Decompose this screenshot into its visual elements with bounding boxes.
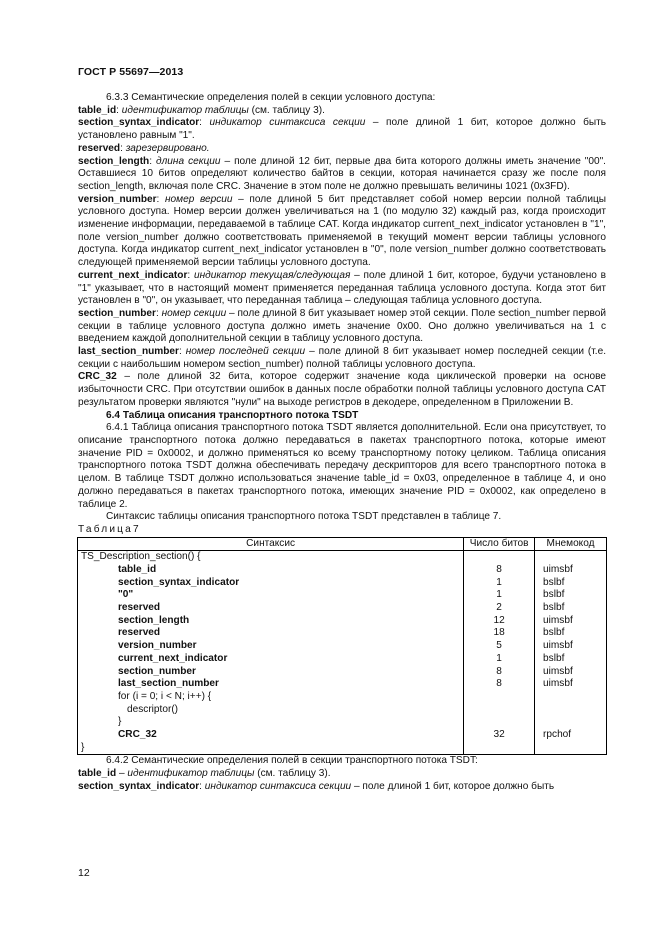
- syntax-cell: current_next_indicator: [118, 652, 228, 664]
- syntax-cell: CRC_32: [118, 728, 157, 740]
- mnemonic-cell: uimsbf: [543, 665, 573, 677]
- syntax-cell: section_number: [118, 665, 196, 677]
- section-6-4-1-text: 6.4.1 Таблица описания транспортного потока TSDT является дополнительной. Если она присутствует, то описание транспортного потока должно передаваться в пакетах транспортного потока, которые имеют значение PID = 0x0002, и должно применяться ко всему транспортному потоку целиком. Таблица описания транспортного потока TSDT должна обеспечивать передачу дескрипторов для всего транспортного потока в целом. В таблице TSDT должно использоваться значение table_id = 0x03, определенное в таблице 4, и оно должно передаваться в пакетах транспортного потока, имеющих значение PID = 0x0002, как определено в таблице 2.: [78, 422, 606, 510]
- bit-count-cell: [467, 704, 531, 717]
- syntax-cell: descriptor(): [127, 703, 179, 715]
- mnemonic-cell: bslbf: [543, 602, 565, 614]
- mnemonic-cell: rpchof: [543, 728, 572, 740]
- syntax-cell: reserved: [118, 627, 161, 639]
- def-section-length: section_length: длина секции – поле длиной 12 бит, первые два бита которого должны иметь значение "00". Оставшиеся 10 битов определяют количество байтов в секции, которая начинается сразу же после поля section_length, включая поле CRC. Значение в этом поле не должно превышать величины 1021 (0x3FD).: [78, 155, 606, 192]
- document-header: ГОСТ Р 55697—2013: [78, 66, 184, 78]
- syntax-cell: table_id: [118, 564, 157, 575]
- syntax-cell: }: [118, 716, 122, 728]
- table-body-row: [78, 551, 607, 755]
- section-6-3-3-heading: 6.3.3 Семантические определения полей в секции условного доступа:: [106, 92, 436, 103]
- mnemonic-cell: [543, 691, 603, 704]
- def-crc-32: CRC_32 – поле длиной 32 бита, которое содержит значение кода циклической проверки на основе избыточности CRC. При отсутствии ошибок в данных после обработки полной таблицы условного доступа CAT результатом проверки являются "нули" на выходе регистров в декодере, определенном в Приложении В.: [78, 371, 606, 408]
- bit-count-cell: [467, 551, 531, 564]
- bit-count-cell: [467, 691, 531, 704]
- mnemonic-cell: bslbf: [543, 576, 565, 588]
- syntax-cell: "0": [118, 589, 134, 601]
- def-table-id-tsdt: table_id – идентификатор таблицы (см. таблицу 3).: [78, 768, 331, 780]
- def-current-next-indicator: current_next_indicator: индикатор текущая/следующая – поле длиной 1 бит, которое, будучи установлено в "1" указывает, что в настоящий момент применяется переданная таблица условного доступа. Когда этот бит установлен в "0", он указывает, что переданная таблица – следующая таблица условного доступа.: [78, 269, 606, 307]
- bit-count-cell: 8: [496, 665, 502, 677]
- header-bit-count: Число битов: [464, 537, 535, 551]
- document-body: [78, 92, 606, 793]
- table-7-syntax: [77, 537, 607, 756]
- syntax-cell: section_length: [118, 614, 190, 626]
- mnemonic-column: [535, 551, 607, 755]
- bit-count-cell: 32: [493, 728, 505, 740]
- bit-count-cell: 1: [496, 652, 502, 664]
- mnemonic-cell: [543, 716, 603, 729]
- mnemonic-cell: uimsbf: [543, 614, 573, 626]
- def-version-number: version_number: номер версии – поле длиной 5 бит представляет собой номер версии полной таблицы условного доступа. Номер версии должен увеличиваться на 1 (по модулю 32) каждый раз, когда происходит изменение информации, передаваемой в таблице CAT. Когда индикатор current_next_indicator установлен в "1", поле version_number должно соответствовать применяемой в текущий момент версии таблицы условного доступа. Когда индикатор current_next_indicator установлен в "0", поле version_number должно соответствовать следующей применяемой версии таблицы условного доступа.: [78, 193, 606, 269]
- table-header-row: [78, 537, 607, 551]
- bit-count-cell: 1: [496, 576, 502, 588]
- bit-count-cell: 1: [496, 589, 502, 601]
- bit-count-column: [464, 551, 535, 755]
- mnemonic-cell: [543, 742, 603, 755]
- bit-count-cell: 8: [496, 678, 502, 690]
- bit-count-cell: 5: [496, 640, 502, 652]
- section-6-4-1-syntax-note: Синтаксис таблицы описания транспортного потока TSDT представлен в таблице 7.: [106, 511, 502, 523]
- mnemonic-cell: bslbf: [543, 652, 565, 664]
- syntax-cell: }: [81, 741, 85, 753]
- section-6-4-heading: 6.4 Таблица описания транспортного потока TSDT: [106, 409, 359, 421]
- bit-count-cell: [467, 716, 531, 729]
- bit-count-cell: 2: [496, 602, 502, 614]
- def-last-section-number: last_section_number: номер последней секции – поле длиной 8 бит указывает номер последней секции (т.е. секции с наибольшим номером section_number) полной таблицы условного доступа.: [78, 346, 606, 370]
- header-mnemonic: Мнемокод: [535, 537, 607, 551]
- section-6-4-2-heading: 6.4.2 Семантические определения полей в секции транспортного потока TSDT:: [106, 755, 478, 767]
- def-section-number: section_number: номер секции – поле длиной 8 бит указывает номер этой секции. Поле section_number первой секции в таблице условного доступа должно иметь значение 0x00. Оно должно увеличиваться на 1 с введением каждой дополнительной секции в таблицу условного доступа.: [78, 307, 607, 345]
- header-syntax: Синтаксис: [78, 537, 464, 551]
- syntax-cell: reserved: [118, 602, 161, 614]
- mnemonic-cell: uimsbf: [543, 678, 573, 690]
- syntax-cell: for (i = 0; i < N; i++) {: [118, 690, 212, 702]
- page-number: 12: [78, 867, 90, 879]
- table-caption: Таблица7: [78, 523, 139, 535]
- syntax-column: [78, 551, 464, 755]
- syntax-cell: last_section_number: [118, 678, 219, 690]
- mnemonic-cell: bslbf: [543, 627, 565, 639]
- bit-count-cell: [467, 742, 531, 755]
- mnemonic-cell: uimsbf: [543, 640, 573, 652]
- syntax-cell: version_number: [118, 640, 197, 652]
- mnemonic-cell: uimsbf: [543, 564, 573, 575]
- bit-count-cell: 12: [493, 614, 505, 626]
- bit-count-cell: 8: [496, 564, 502, 575]
- def-section-syntax-indicator: section_syntax_indicator: индикатор синтаксиса секции – поле длиной 1 бит, которое должно быть установлено равным "1".: [78, 117, 606, 142]
- def-reserved: reserved: зарезервировано.: [78, 142, 210, 154]
- mnemonic-cell: bslbf: [543, 589, 565, 601]
- syntax-cell: TS_Description_section() {: [81, 551, 201, 563]
- syntax-cell: section_syntax_indicator: [118, 576, 240, 588]
- mnemonic-cell: [543, 704, 603, 717]
- def-section-syntax-indicator-tsdt: section_syntax_indicator: индикатор синтаксиса секции – поле длиной 1 бит, которое должно быть: [78, 780, 555, 792]
- mnemonic-cell: [543, 551, 603, 564]
- def-table-id: table_id: идентификатор таблицы (см. таблицу 3).: [78, 104, 325, 116]
- bit-count-cell: 18: [493, 627, 505, 639]
